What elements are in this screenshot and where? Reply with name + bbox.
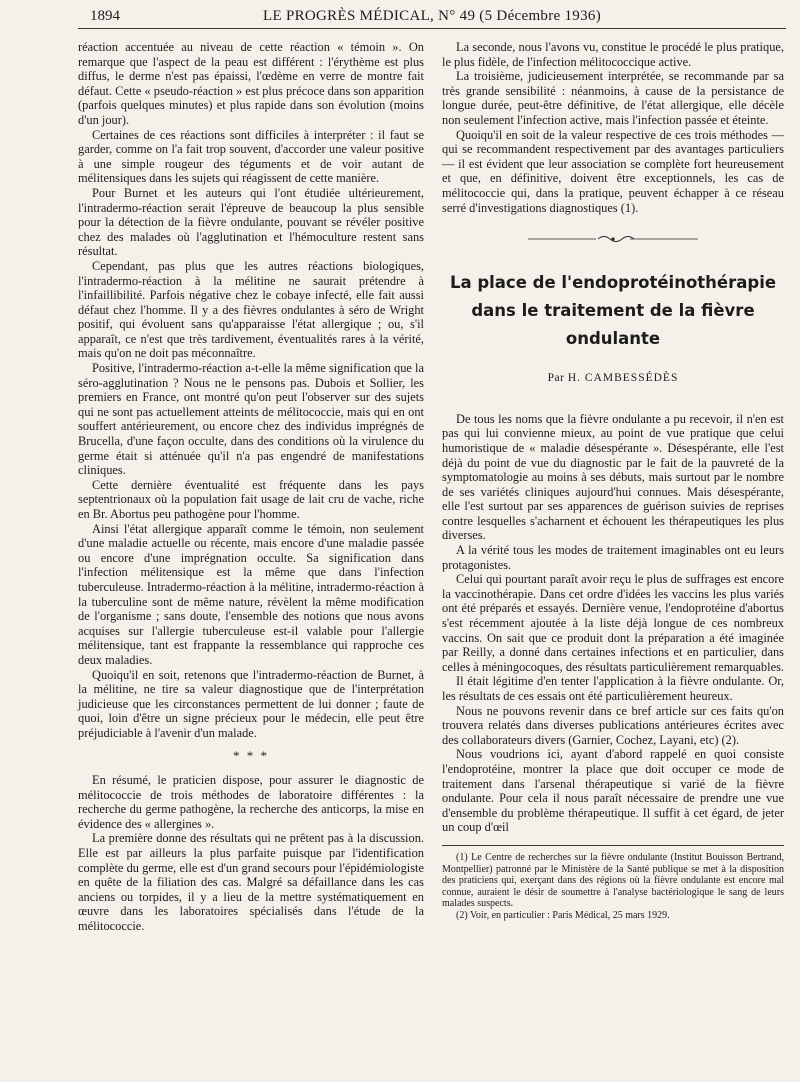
paragraph: A la vérité tous les modes de traitement imaginables ont eu leurs protagonistes. — [442, 543, 784, 572]
article — [442, 269, 784, 835]
byline — [442, 371, 784, 386]
footnote: (2) Voir, en particulier : Paris Médical, 25 mars 1929. — [456, 909, 670, 921]
article-title-line: La place de l'endoprotéinothérapie — [449, 273, 777, 293]
paragraph: La seconde, nous l'avons vu, constitue le procédé le plus pratique, le plus fidèle, de l'infection mélitococcique active. — [442, 40, 784, 69]
page-number: 1894 — [90, 8, 120, 24]
paragraph: Quoiqu'il en soit, retenons que l'intradermo-réaction de Burnet, à la mélitine, ne tire sa valeur diagnostique que de l'interprétation judicieuse que les circonstances permettent de lui donner ; faute de quoi, loin d'être un signe précieux pour le médecin, elle peut être préjudiciable à l'avenir d'un malade. — [78, 667, 424, 740]
footnote: (1) Le Centre de recherches sur la fièvre ondulante (Institut Bouisson Bertrand, Montpellier) patronné par le Ministère de la Santé publique se met à la disposition des praticiens qui, exerçant dans des régions où la fièvre ondulante est encore mal connue, auraient le désir de soumettre à l'analyse bactériologique le sang de leurs malades suspects. — [442, 851, 784, 910]
paragraph: réaction accentuée au niveau de cette réaction « témoin ». On remarque que l'aspect de la peau est différent : l'érythème est plus diffus, le derme n'est pas épaissi, l'œdème en verre de montre fait défaut. Cette « pseudo-réaction » est plus précoce dans son apparition (parfois quelques minutes) et plus rapide dans son évolution (moins d'un jour). — [78, 40, 424, 127]
right-column — [442, 40, 784, 922]
paragraph: Certaines de ces réactions sont difficiles à interpréter : il faut se garder, comme on l'a fait trop souvent, d'accorder une valeur positive à une simple rougeur des téguments et de voir autant de mélitensiques dans les sujets qui réagissent de cette manière. — [78, 127, 424, 186]
paragraph: Nous voudrions ici, ayant d'abord rappelé en quoi consiste l'endoprotéine, montrer la place que doit occuper ce mode de traitement dans l'arsenal thérapeutique si varié de la fièvre ondulante. Pour cela il nous paraît nécessaire de prendre une vue d'ensemble du problème thérapeutique. Il suffit à cet égard, de jeter un coup d'œil — [442, 747, 784, 835]
paragraph: La première donne des résultats qui ne prêtent pas à la discussion. Elle est par ailleurs la plus parfaite puisque par l'identification complète du germe, elle est d'un grand secours pour l'épidémiologiste en quête de la filiation des cas. Malgré sa défaillance dans les cas anciens ou torpides, il y a lieu de la mettre systématiquement en œuvre dans les laboratoires spécialisés dans l'étude de la mélitococcie. — [78, 831, 424, 934]
ornamental-rule — [442, 233, 784, 245]
paragraph: Quoiqu'il en soit de la valeur respective de ces trois méthodes — qui se recommandent respectivement par des avantages particuliers — il est évident que leur association se complète fort heureusement et que, en définitive, doivent être exceptionnels, les cas de mélitococcie qui, dans la pratique, peuvent échapper à ce réseau serré d'investigations diagnostiques (1). — [442, 127, 784, 215]
paragraph: En résumé, le praticien dispose, pour assurer le diagnostic de mélitococcie de trois méthodes de laboratoire différentes : la recherche du germe pathogène, la recherche des anticorps, la mise en évidence des « allergines ». — [78, 773, 424, 831]
article-title-line: dans le traitement de la fièvre ondulante — [471, 301, 755, 349]
paragraph: La troisième, judicieusement interprétée, se recommande par sa très grande sensibilité : néanmoins, à cause de la persistance de longue durée, peut-être définitive, de l'état allergique, elle décèle non seulement l'infection active, mais l'infection passée et éteinte. — [442, 69, 784, 127]
footnotes — [442, 845, 784, 922]
ornament-divider-icon — [528, 233, 698, 245]
paragraph: Cette dernière éventualité est fréquente dans les pays septentrionaux où la population fait usage de lait cru de vache, riche en Br. Abortus peu pathogène pour l'homme. — [78, 477, 424, 521]
byline-author: H. CAMBESSÉDÈS — [567, 372, 679, 385]
paragraph: Celui qui pourtant paraît avoir reçu le plus de suffrages est encore la vaccinothérapie. Dans cet ordre d'idées les vaccins les plus variés ont été préparés et essayés. Dernière venue, l'endoprotéine d'abortus s'est récemment ajoutée à la liste déjà longue de ces nombreux vaccins. On sait que ce produit dont la préparation a été imaginée par Reilly, a donné dans certaines infections et en particulier, dans celles à méningocoques, des résultats particulièrement remarquables. — [442, 572, 784, 674]
paragraph: Pour Burnet et les auteurs qui l'ont étudiée ultérieurement, l'intradermo-réaction serait l'épreuve de beaucoup la plus sensible pour la détection de la fièvre ondulante, pouvant se révéler positive chez des malades où l'agglutination et l'hémoculture restent sans résultat. — [78, 185, 424, 259]
article-title — [442, 269, 784, 353]
paragraph: Ainsi l'état allergique apparaît comme le témoin, non seulement d'une maladie actuelle ou récente, mais encore d'une maladie passée ou encore d'une imprégnation occulte. Sa signification dans l'infection mélitensique est la même que dans l'infection tuberculeuse. Intradermo-réaction à la mélitine, intradermo-réaction à la tuberculine sont de même nature, révèlent la même modification de l'organisme ; sans doute, l'ensemble des notions que nous avons acquises sur l'allergie tuberculeuse est-il valable pour l'allergie mélitensique, tant est frappante la ressemblance qui rapproche ces deux maladies. — [78, 521, 424, 667]
left-column — [78, 40, 424, 934]
paragraph: De tous les noms que la fièvre ondulante a pu recevoir, il n'en est pas qui lui convienne mieux, au point de vue pratique que celui humoristique de « maladie désespérante ». Désespérante, elle l'est déjà du point de vue du diagnostic par le fait de la pauvreté de la symptomatologie au moins à ses débuts, mais surtout par le nombre de ses variétés cliniques aujourd'hui connues. Mais désespérante, elle l'est surtout par ses apparences de guérison suivies de reprises contre lesquelles s'acharnent et échouent les thérapeutiques les plus diverses. — [442, 411, 784, 543]
page-header — [78, 6, 786, 29]
paragraph: Positive, l'intradermo-réaction a-t-elle la même signification que la séro-agglutination ? Nous ne le pensons pas. Dubois et Sollier, les premiers en France, ont montré qu'on peut l'observer sur des sujets qui ne sont pas actuellement atteints de mélitococcie, mais qui en ont souffert antérieurement, ou encore chez des individus imprégnés de Brucella, d'une façon occulte, dans des conditions où la virulence du germe était si atténuée qu'il n'a pas engendré de manifestations cliniques. — [78, 361, 424, 478]
paragraph: Cependant, pas plus que les autres réactions biologiques, l'intradermo-réaction à la mélitine ne saurait prétendre à l'infaillibilité. Parfois négative chez le cobaye infecté, elle fait aussi défaut chez l'homme. Il y a des fièvres ondulantes à séro de Wright positif, qui évoluent sans qu'apparaisse l'état allergique ; ou, s'il apparaît, ce n'est que très tardivement, éventualités rares à la vérité, mais qu'on ne doit pas méconnaître. — [78, 258, 424, 361]
section-stars: * * * — [233, 747, 269, 763]
journal-title: LE PROGRÈS MÉDICAL, N° 49 (5 Décembre 1936) — [262, 8, 602, 24]
paragraph: Il était légitime d'en tenter l'application à la fièvre ondulante. Or, les résultats de ces essais ont été particulièrement heureux. — [442, 674, 784, 703]
byline-prefix: Par — [547, 372, 565, 385]
paragraph: Nous ne pouvons revenir dans ce bref article sur ces faits qu'on trouvera relatés dans diverses publications antérieures écrites avec des collaborateurs divers (Garnier, Cochez, Layani, etc) (2). — [442, 703, 784, 747]
